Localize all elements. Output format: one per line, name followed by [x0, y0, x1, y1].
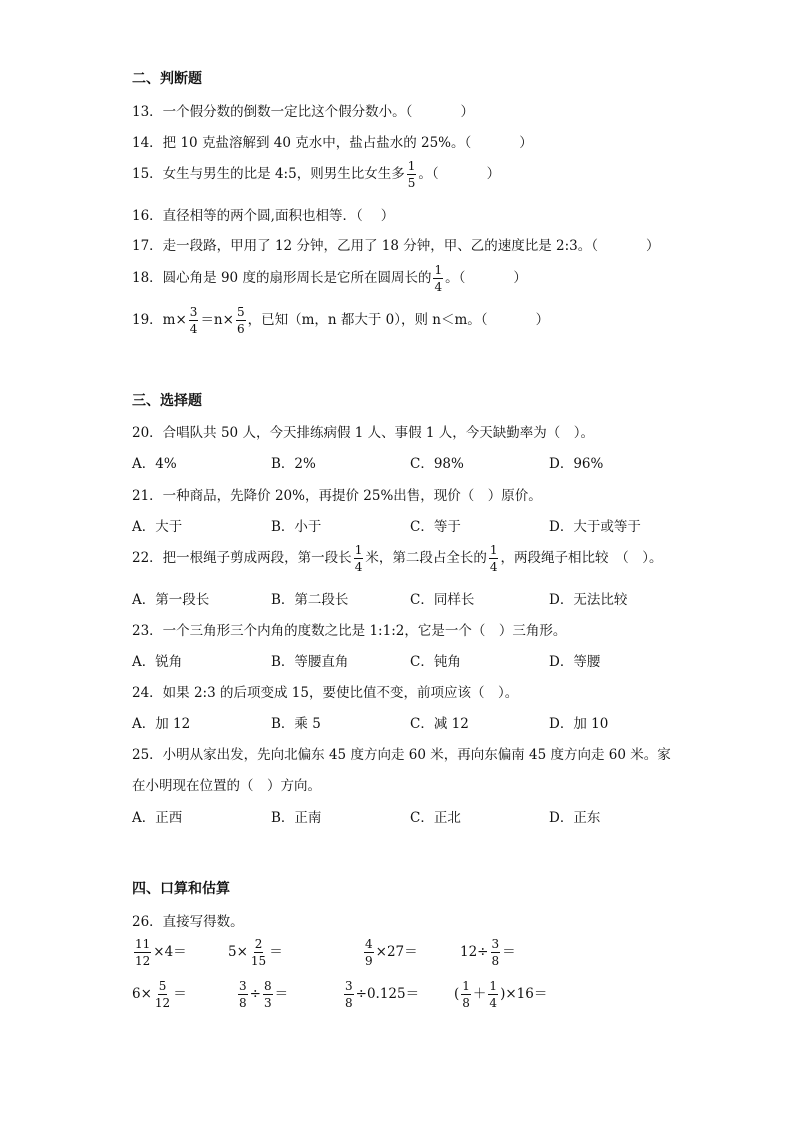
- question-19: 19．m× $\frac{3}{4}$ ＝n× $\frac{5}{6}$ ，已知（m，n 都大于 0），则 n＜m。（ ）: [132, 305, 550, 336]
- question-22: 22．把一根绳子剪成两段，第一段长 $\frac{1}{4}$ 米，第二段占全长的 $\frac{1}{4}$ ，两段绳子相比较 （ ）。: [132, 543, 663, 574]
- question-13: 13．一个假分数的倒数一定比这个假分数小。（ ）: [132, 104, 474, 120]
- option-a: A．第一段长: [132, 592, 210, 608]
- question-18: 18．圆心角是 90 度的扇形周长是它所在圆周长的 $\frac{1}{4}$ 。（ ）: [132, 263, 527, 294]
- option-d: D．加 10: [549, 716, 609, 732]
- question-16: 16．直径相等的两个圆,面积也相等．（ ）: [132, 208, 395, 224]
- option-a: A．加 12: [132, 716, 191, 732]
- question-23: 23．一个三角形三个内角的度数之比是 1:1:2，它是一个（ ）三角形。: [132, 623, 567, 639]
- question-26: 26．直接写得数。: [132, 914, 244, 930]
- fraction: $\frac{1}{4}$: [489, 543, 498, 574]
- fraction: $\frac{8}{3}$: [263, 979, 272, 1010]
- option-c: C．减 12: [410, 716, 469, 732]
- option-a: A．4%: [132, 456, 177, 472]
- option-b: B．第二段长: [271, 592, 349, 608]
- fraction: $\frac{3}{8}$: [345, 979, 353, 1010]
- option-c: C．同样长: [410, 592, 475, 608]
- calc-item: 5× $\frac{2}{15}$ ＝: [228, 937, 283, 968]
- fraction: $\frac{1}{4}$: [489, 979, 498, 1010]
- fraction: $\frac{1}{5}$: [407, 159, 416, 190]
- fraction: $\frac{1}{8}$: [462, 979, 470, 1010]
- section-title-choice: 三、选择题: [132, 393, 202, 409]
- option-a: A．正西: [132, 810, 183, 826]
- option-c: C．正北: [410, 810, 461, 826]
- calc-item: 6× $\frac{5}{12}$ ＝: [132, 979, 187, 1010]
- question-17: 17．走一段路，甲用了 12 分钟，乙用了 18 分钟，甲、乙的速度比是 2:3。（ ）: [132, 238, 660, 254]
- fraction: $\frac{3}{4}$: [189, 305, 198, 336]
- question-25-line-1: 25．小明从家出发，先向北偏东 45 度方向走 60 米，再向东偏南 45 度方向走 60 米。家: [132, 747, 671, 763]
- fraction: $\frac{1}{4}$: [434, 263, 443, 294]
- option-b: B．等腰直角: [271, 654, 349, 670]
- fraction: $\frac{3}{8}$: [491, 937, 500, 968]
- fraction: $\frac{2}{15}$: [250, 937, 267, 968]
- option-c: C．钝角: [410, 654, 461, 670]
- option-b: B．乘 5: [271, 716, 321, 732]
- option-a: A．大于: [132, 519, 183, 535]
- fraction: $\frac{1}{4}$: [354, 543, 363, 574]
- option-a: A．锐角: [132, 654, 183, 670]
- calc-item: $\frac{3}{8}$ ÷0.125＝: [345, 979, 420, 1010]
- question-24: 24．如果 2:3 的后项变成 15，要使比值不变，前项应该（ ）。: [132, 685, 519, 701]
- option-d: D．正东: [549, 810, 601, 826]
- calc-item: ( $\frac{1}{8}$ ＋ $\frac{1}{4}$ )×16＝: [454, 979, 548, 1010]
- question-20: 20．合唱队共 50 人，今天排练病假 1 人、事假 1 人，今天缺勤率为（ ）。: [132, 425, 595, 441]
- calc-item: $\frac{11}{12}$ ×4＝: [135, 937, 187, 968]
- calc-item: $\frac{3}{8}$ ÷ $\frac{8}{3}$ ＝: [239, 979, 289, 1010]
- question-25-line-2: 在小明现在位置的（ ）方向。: [132, 778, 321, 794]
- option-b: B．正南: [271, 810, 322, 826]
- option-d: D．96%: [549, 456, 604, 472]
- fraction: $\frac{4}{9}$: [365, 937, 373, 968]
- section-title-calc: 四、口算和估算: [132, 881, 230, 897]
- fraction: $\frac{3}{8}$: [239, 979, 247, 1010]
- section-title-judge: 二、判断题: [132, 71, 202, 87]
- question-14: 14．把 10 克盐溶解到 40 克水中，盐占盐水的 25%。（ ）: [132, 135, 533, 151]
- option-b: B．2%: [271, 456, 316, 472]
- question-21: 21．一种商品，先降价 20%，再提价 25%出售，现价（ ）原价。: [132, 488, 542, 504]
- option-d: D．等腰: [549, 654, 601, 670]
- option-d: D．大于或等于: [549, 519, 641, 535]
- fraction: $\frac{5}{6}$: [236, 305, 245, 336]
- option-d: D．无法比较: [549, 592, 628, 608]
- option-c: C．98%: [410, 456, 464, 472]
- question-15: 15．女生与男生的比是 4:5，则男生比女生多 $\frac{1}{5}$ 。（ ）: [132, 159, 501, 190]
- option-c: C．等于: [410, 519, 461, 535]
- option-b: B．小于: [271, 519, 322, 535]
- calc-item: 12÷ $\frac{3}{8}$ ＝: [460, 937, 516, 968]
- calc-item: $\frac{4}{9}$ ×27＝: [365, 937, 418, 968]
- fraction: $\frac{11}{12}$: [135, 937, 151, 968]
- fraction: $\frac{5}{12}$: [154, 979, 171, 1010]
